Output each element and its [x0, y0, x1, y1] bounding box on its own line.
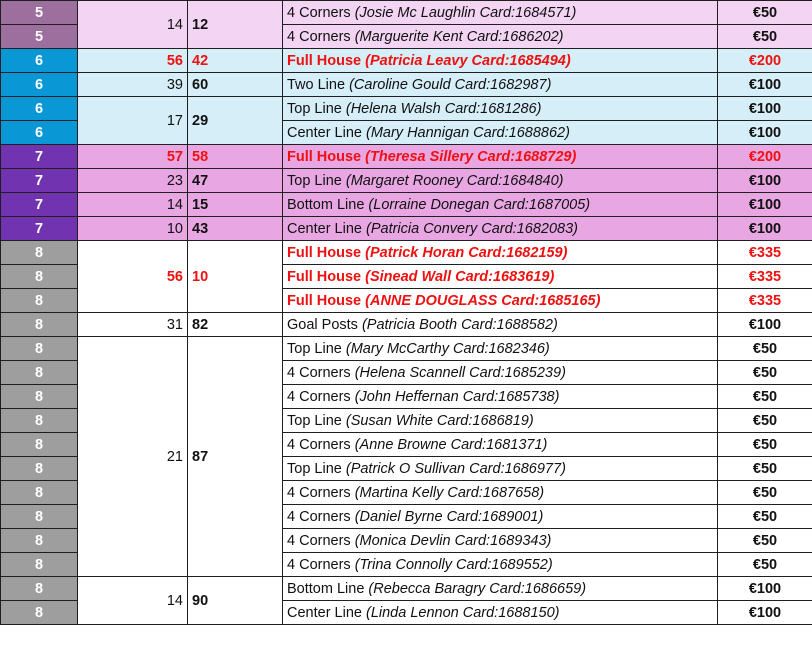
- prize-amount-cell: €50: [718, 409, 812, 433]
- prize-amount-cell: €335: [718, 289, 812, 313]
- table-row: [1, 97, 812, 121]
- game-number-cell: 8: [1, 361, 78, 385]
- prize-description-cell: 4 Corners (Monica Devlin Card:1689343): [283, 529, 718, 553]
- prize-type: 4 Corners: [287, 388, 351, 405]
- prize-description-cell: 4 Corners (Josie Mc Laughlin Card:1684571): [283, 1, 718, 25]
- last-number-cell: 87: [188, 337, 283, 577]
- count-cell: 56: [78, 49, 188, 73]
- prize-type: Full House: [287, 244, 362, 261]
- game-number-cell: 6: [1, 121, 78, 145]
- table-row: [1, 1, 812, 25]
- last-number-cell: 82: [188, 313, 283, 337]
- prize-amount-cell: €50: [718, 529, 812, 553]
- table-row: [1, 313, 812, 337]
- prize-description-cell: 4 Corners (Helena Scannell Card:1685239): [283, 361, 718, 385]
- winner-name: Helena Scannell Card:1685239: [359, 364, 562, 381]
- table-row: [1, 193, 812, 217]
- prize-description-cell: Center Line (Linda Lennon Card:1688150): [283, 601, 718, 625]
- prize-type: Top Line: [287, 412, 342, 429]
- prize-description-cell: Goal Posts (Patricia Booth Card:1688582): [283, 313, 718, 337]
- count-cell: 14: [78, 577, 188, 625]
- winner-name: Monica Devlin Card:1689343: [359, 532, 547, 549]
- winner-name: Daniel Byrne Card:1689001: [359, 508, 539, 525]
- game-number-cell: 7: [1, 217, 78, 241]
- prize-amount-cell: €200: [718, 145, 812, 169]
- prize-description-cell: Full House (ANNE DOUGLASS Card:1685165): [283, 289, 718, 313]
- winner-name: Margaret Rooney Card:1684840: [350, 172, 559, 189]
- prize-amount-cell: €100: [718, 121, 812, 145]
- game-number-cell: 8: [1, 601, 78, 625]
- winner-name: Patricia Booth Card:1688582: [366, 316, 553, 333]
- prize-type: Top Line: [287, 100, 342, 117]
- prize-description-cell: 4 Corners (John Heffernan Card:1685738): [283, 385, 718, 409]
- game-number-cell: 8: [1, 337, 78, 361]
- prize-type: 4 Corners: [287, 28, 351, 45]
- winner-name: Theresa Sillery Card:1688729: [369, 148, 572, 165]
- game-number-cell: 7: [1, 193, 78, 217]
- last-number-cell: 43: [188, 217, 283, 241]
- winner-name: Patricia Leavy Card:1685494: [369, 52, 566, 69]
- count-cell: 57: [78, 145, 188, 169]
- game-number-cell: 8: [1, 289, 78, 313]
- prize-description-cell: Full House (Patrick Horan Card:1682159): [283, 241, 718, 265]
- game-number-cell: 6: [1, 73, 78, 97]
- prize-type: Two Line: [287, 76, 346, 93]
- prize-description-cell: Top Line (Helena Walsh Card:1681286): [283, 97, 718, 121]
- prize-amount-cell: €100: [718, 313, 812, 337]
- last-number-cell: 29: [188, 97, 283, 145]
- count-cell: 56: [78, 241, 188, 313]
- prize-type: Center Line: [287, 604, 362, 621]
- prize-type: Goal Posts: [287, 316, 358, 333]
- game-number-cell: 6: [1, 97, 78, 121]
- prize-amount-cell: €335: [718, 265, 812, 289]
- winner-name: Lorraine Donegan Card:1687005: [373, 196, 586, 213]
- winner-name: Mary McCarthy Card:1682346: [350, 340, 545, 357]
- prize-type: Center Line: [287, 124, 362, 141]
- prize-description-cell: Full House (Patricia Leavy Card:1685494): [283, 49, 718, 73]
- prize-amount-cell: €100: [718, 577, 812, 601]
- prize-amount-cell: €100: [718, 73, 812, 97]
- last-number-cell: 42: [188, 49, 283, 73]
- game-number-cell: 7: [1, 169, 78, 193]
- winner-name: Rebecca Baragry Card:1686659: [373, 580, 582, 597]
- table-row: [1, 577, 812, 601]
- last-number-cell: 47: [188, 169, 283, 193]
- table-row: [1, 217, 812, 241]
- winner-name: Patrick Horan Card:1682159: [369, 244, 563, 261]
- prize-amount-cell: €335: [718, 241, 812, 265]
- prize-description-cell: 4 Corners (Anne Browne Card:1681371): [283, 433, 718, 457]
- prize-amount-cell: €50: [718, 505, 812, 529]
- prize-type: 4 Corners: [287, 556, 351, 573]
- game-number-cell: 8: [1, 265, 78, 289]
- prize-type: 4 Corners: [287, 508, 351, 525]
- prize-description-cell: Center Line (Patricia Convery Card:1682083): [283, 217, 718, 241]
- last-number-cell: 15: [188, 193, 283, 217]
- prize-description-cell: Top Line (Patrick O Sullivan Card:1686977): [283, 457, 718, 481]
- prize-amount-cell: €50: [718, 553, 812, 577]
- game-number-cell: 8: [1, 481, 78, 505]
- game-number-cell: 8: [1, 385, 78, 409]
- prize-amount-cell: €50: [718, 337, 812, 361]
- count-cell: 31: [78, 313, 188, 337]
- count-cell: 14: [78, 193, 188, 217]
- winner-name: Linda Lennon Card:1688150: [370, 604, 555, 621]
- prize-description-cell: 4 Corners (Marguerite Kent Card:1686202): [283, 25, 718, 49]
- prize-amount-cell: €100: [718, 169, 812, 193]
- game-number-cell: 8: [1, 553, 78, 577]
- prize-description-cell: Bottom Line (Lorraine Donegan Card:1687005): [283, 193, 718, 217]
- prize-description-cell: Full House (Sinead Wall Card:1683619): [283, 265, 718, 289]
- prize-description-cell: Top Line (Mary McCarthy Card:1682346): [283, 337, 718, 361]
- prize-type: Top Line: [287, 172, 342, 189]
- winner-name: Trina Connolly Card:1689552: [359, 556, 548, 573]
- last-number-cell: 10: [188, 241, 283, 313]
- game-number-cell: 5: [1, 25, 78, 49]
- game-number-cell: 6: [1, 49, 78, 73]
- prize-type: 4 Corners: [287, 364, 351, 381]
- count-cell: 39: [78, 73, 188, 97]
- prize-amount-cell: €100: [718, 217, 812, 241]
- game-number-cell: 8: [1, 313, 78, 337]
- count-cell: 10: [78, 217, 188, 241]
- game-number-cell: 7: [1, 145, 78, 169]
- prize-amount-cell: €50: [718, 457, 812, 481]
- game-number-cell: 8: [1, 457, 78, 481]
- winner-name: Patrick O Sullivan Card:1686977: [350, 460, 562, 477]
- winner-name: John Heffernan Card:1685738: [359, 388, 555, 405]
- prize-type: Bottom Line: [287, 196, 365, 213]
- game-number-cell: 8: [1, 409, 78, 433]
- winner-name: Mary Hannigan Card:1688862: [370, 124, 566, 141]
- winner-name: Caroline Gould Card:1682987: [353, 76, 547, 93]
- prize-amount-cell: €50: [718, 481, 812, 505]
- winner-name: Susan White Card:1686819: [350, 412, 529, 429]
- prize-amount-cell: €50: [718, 25, 812, 49]
- count-cell: 23: [78, 169, 188, 193]
- prize-type: Full House: [287, 148, 362, 165]
- prize-type: Bottom Line: [287, 580, 365, 597]
- table-row: [1, 241, 812, 265]
- winner-name: Martina Kelly Card:1687658: [359, 484, 540, 501]
- prize-description-cell: Two Line (Caroline Gould Card:1682987): [283, 73, 718, 97]
- last-number-cell: 58: [188, 145, 283, 169]
- prize-description-cell: Top Line (Susan White Card:1686819): [283, 409, 718, 433]
- prize-type: Top Line: [287, 460, 342, 477]
- prize-amount-cell: €100: [718, 601, 812, 625]
- game-number-cell: 8: [1, 505, 78, 529]
- prize-description-cell: 4 Corners (Daniel Byrne Card:1689001): [283, 505, 718, 529]
- prize-amount-cell: €50: [718, 361, 812, 385]
- count-cell: 14: [78, 1, 188, 49]
- table-row: [1, 73, 812, 97]
- table-row: [1, 49, 812, 73]
- prize-amount-cell: €50: [718, 1, 812, 25]
- prize-type: Full House: [287, 268, 362, 285]
- prize-amount-cell: €100: [718, 97, 812, 121]
- table-row: [1, 337, 812, 361]
- prize-type: Full House: [287, 292, 362, 309]
- prize-amount-cell: €200: [718, 49, 812, 73]
- count-cell: 17: [78, 97, 188, 145]
- game-number-cell: 5: [1, 1, 78, 25]
- table-row: [1, 169, 812, 193]
- prize-description-cell: Full House (Theresa Sillery Card:1688729): [283, 145, 718, 169]
- prize-type: Full House: [287, 52, 362, 69]
- prize-description-cell: Center Line (Mary Hannigan Card:1688862): [283, 121, 718, 145]
- prize-description-cell: Bottom Line (Rebecca Baragry Card:1686659): [283, 577, 718, 601]
- winner-name: Sinead Wall Card:1683619: [369, 268, 550, 285]
- game-number-cell: 8: [1, 577, 78, 601]
- winners-table-body: [1, 1, 812, 625]
- prize-description-cell: 4 Corners (Martina Kelly Card:1687658): [283, 481, 718, 505]
- game-number-cell: 8: [1, 241, 78, 265]
- prize-type: 4 Corners: [287, 532, 351, 549]
- prize-description-cell: 4 Corners (Trina Connolly Card:1689552): [283, 553, 718, 577]
- prize-amount-cell: €50: [718, 433, 812, 457]
- last-number-cell: 12: [188, 1, 283, 49]
- winner-name: Anne Browne Card:1681371: [359, 436, 543, 453]
- table-row: [1, 145, 812, 169]
- last-number-cell: 60: [188, 73, 283, 97]
- prize-amount-cell: €100: [718, 193, 812, 217]
- winner-name: ANNE DOUGLASS Card:1685165: [369, 292, 596, 309]
- winner-name: Josie Mc Laughlin Card:1684571: [359, 4, 572, 21]
- prize-type: Top Line: [287, 340, 342, 357]
- prize-type: 4 Corners: [287, 4, 351, 21]
- winner-name: Patricia Convery Card:1682083: [370, 220, 574, 237]
- last-number-cell: 90: [188, 577, 283, 625]
- prize-type: Center Line: [287, 220, 362, 237]
- prize-type: 4 Corners: [287, 484, 351, 501]
- prize-amount-cell: €50: [718, 385, 812, 409]
- count-cell: 21: [78, 337, 188, 577]
- game-number-cell: 8: [1, 529, 78, 553]
- winner-name: Helena Walsh Card:1681286: [350, 100, 537, 117]
- prize-description-cell: Top Line (Margaret Rooney Card:1684840): [283, 169, 718, 193]
- game-number-cell: 8: [1, 433, 78, 457]
- prize-type: 4 Corners: [287, 436, 351, 453]
- winner-name: Marguerite Kent Card:1686202: [359, 28, 559, 45]
